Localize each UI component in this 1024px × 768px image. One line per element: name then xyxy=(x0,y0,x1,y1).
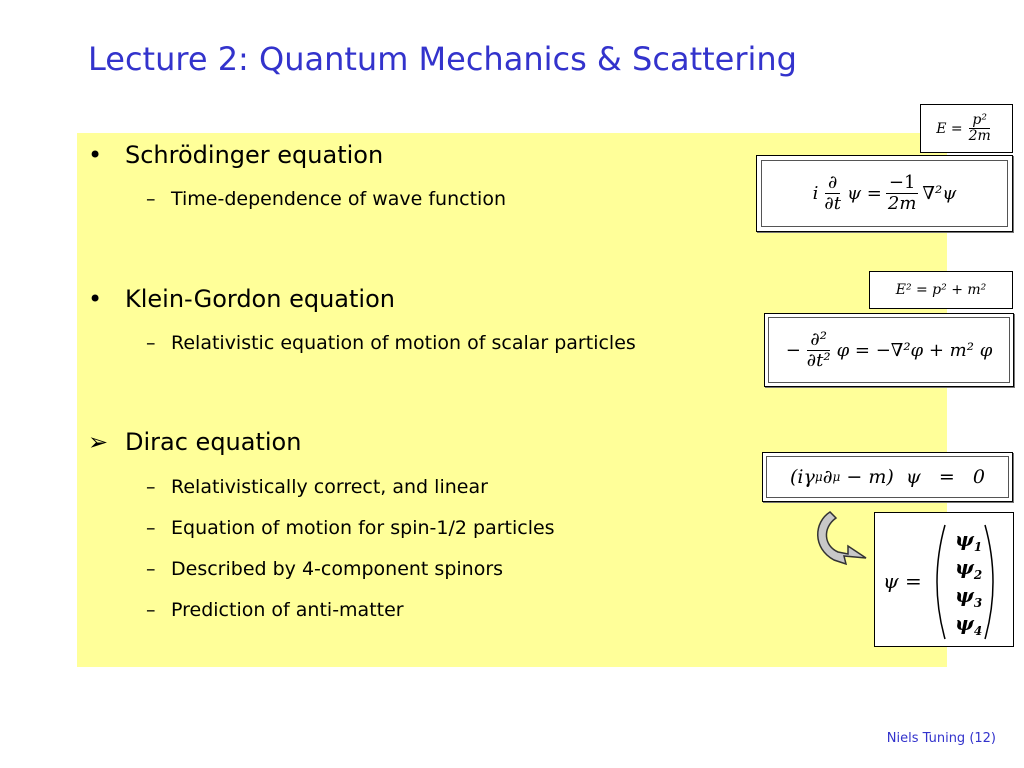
denominator: 2m xyxy=(887,193,917,214)
bullet-text: Dirac equation xyxy=(125,428,302,456)
dash: – xyxy=(146,558,156,580)
denominator: ∂t² xyxy=(806,349,831,371)
component-symbol: ψ xyxy=(955,555,974,579)
denominator: 2m xyxy=(968,128,991,144)
dash: – xyxy=(146,188,156,210)
dirac-equation xyxy=(766,456,1009,498)
bullet-marker: • xyxy=(88,141,103,169)
eq-sub: μ xyxy=(832,470,841,484)
eq-psi: ψ = xyxy=(846,183,882,204)
eq-i: i xyxy=(812,183,819,204)
denominator: ∂t xyxy=(824,193,841,214)
energy-relativistic-equation xyxy=(869,271,1013,309)
sub-bullet-text: Equation of motion for spin-1/2 particles xyxy=(171,517,555,539)
sub-bullet-text: Relativistic equation of motion of scalar particles xyxy=(171,332,636,354)
spinor-component xyxy=(955,555,982,582)
dash: – xyxy=(146,476,156,498)
spinor-box xyxy=(874,512,1014,647)
fraction xyxy=(821,173,844,214)
fraction xyxy=(966,113,994,145)
numerator: ∂² xyxy=(807,330,830,351)
component-index: 1 xyxy=(973,540,983,554)
right-paren xyxy=(983,523,1003,641)
schrodinger-equation-box xyxy=(756,155,1013,232)
component-symbol: ψ xyxy=(955,583,974,607)
dash: – xyxy=(146,599,156,621)
sub-bullet-text: Described by 4-component spinors xyxy=(171,558,504,580)
bullet-marker: • xyxy=(88,285,103,313)
curved-arrow-icon xyxy=(808,508,872,572)
spinor-component xyxy=(955,583,982,610)
spinor-lhs: ψ = xyxy=(883,569,922,593)
slide-title: Lecture 2: Quantum Mechanics & Scattering xyxy=(88,40,797,78)
schrodinger-equation xyxy=(761,160,1008,227)
eq-rest: − m) ψ = 0 xyxy=(840,466,985,488)
slide-footer: Niels Tuning (12) xyxy=(886,731,996,746)
bullet-text: Schrödinger equation xyxy=(125,141,384,169)
component-index: 2 xyxy=(973,568,983,582)
eq-rhs: ∇²ψ xyxy=(922,183,957,204)
component-symbol: ψ xyxy=(955,527,974,551)
sub-bullet-text: Time-dependence of wave function xyxy=(171,188,506,210)
klein-gordon-equation xyxy=(768,317,1010,383)
fraction xyxy=(885,173,920,214)
klein-gordon-equation-box xyxy=(764,313,1014,387)
component-index: 3 xyxy=(973,596,983,610)
eq-text: E² = p² + m² xyxy=(895,282,987,298)
spinor-component xyxy=(955,527,982,554)
energy-classical-equation xyxy=(920,104,1013,153)
eq-sup: μ xyxy=(814,470,823,484)
component-symbol: ψ xyxy=(955,611,974,635)
numerator: −1 xyxy=(886,173,919,194)
numerator: ∂ xyxy=(825,173,840,194)
eq-partial: ∂ xyxy=(822,466,833,488)
left-paren xyxy=(927,523,947,641)
spinor-component xyxy=(955,611,982,638)
sub-bullet-text: Relativistically correct, and linear xyxy=(171,476,488,498)
numerator: p² xyxy=(969,113,990,129)
dash: – xyxy=(146,517,156,539)
bullet-text: Klein-Gordon equation xyxy=(125,285,395,313)
fraction xyxy=(804,330,834,371)
eq-rhs: φ = −∇²φ + m² φ xyxy=(836,339,993,361)
dash: – xyxy=(146,332,156,354)
bullet-marker: ➢ xyxy=(88,428,109,456)
eq-lhs: (iγ xyxy=(790,466,815,488)
dirac-equation-box xyxy=(762,452,1013,502)
sub-bullet-text: Prediction of anti-matter xyxy=(171,599,404,621)
eq-minus: − xyxy=(785,339,801,361)
eq-lhs: E = xyxy=(936,120,963,137)
component-index: 4 xyxy=(973,624,983,638)
